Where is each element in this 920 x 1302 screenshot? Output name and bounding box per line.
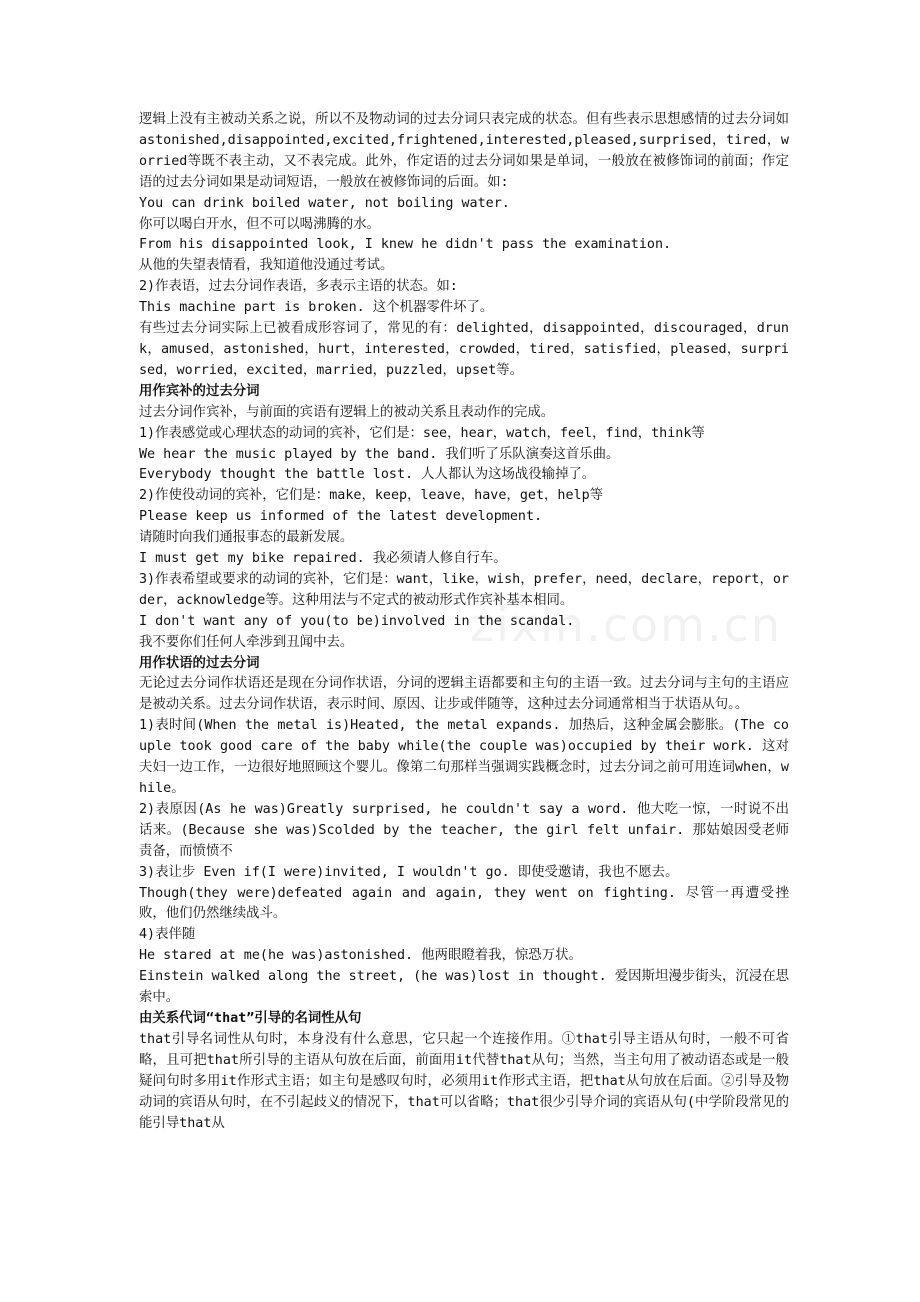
- example-sentence: He stared at me(he was)astonished. 他两眼瞪着我，惊恐万状。: [139, 948, 582, 964]
- example-sentence: Though(they were)defeated again and again, they went on fighting. 尽管一再遭受挫败，他们仍然继续战斗。: [139, 885, 789, 922]
- example-sentence-en: I don't want any of you(to be)involved in the scandal.: [139, 613, 575, 629]
- example-sentence: This machine part is broken. 这个机器零件坏了。: [139, 300, 494, 316]
- section-heading-object-complement: 用作宾补的过去分词: [139, 383, 260, 399]
- example-sentence-en: Please keep us informed of the latest development.: [139, 509, 543, 525]
- rule-predicative: 2)作表语，过去分词作表语，多表示主语的状态。如:: [139, 279, 458, 295]
- example-sentence-zh: 我不要你们任何人牵涉到丑闻中去。: [139, 634, 354, 650]
- section-heading-that-clause: 由关系代词“that”引导的名词性从句: [139, 1010, 362, 1026]
- document-body: [139, 110, 789, 1134]
- rule-causative-verbs: 2)作使役动词的宾补，它们是：make，keep，leave，have，get，help等: [139, 488, 604, 504]
- rule-reason: 2)表原因(As he was)Greatly surprised, he couldn't say a word. 他大吃一惊，一时说不出话来。(Because she was)Scolded by the teacher, the girl felt unfair. 那姑娘因受老师责备，而愤愤不: [139, 801, 789, 859]
- rule-perception-verbs: 1)作表感觉或心理状态的动词的宾补，它们是：see，hear，watch，feel，find，think等: [139, 425, 705, 441]
- rule-time: 1)表时间(When the metal is)Heated, the metal expands. 加热后，这种金属会膨胀。(The couple took good care of the baby while(the couple was)occupied by their work. 这对夫妇一边工作，一边很好地照顾这个婴儿。像第二句那样当强调实践概念时，过去分词之前可用连词when，while。: [139, 718, 789, 796]
- example-sentence-zh: 你可以喝白开水，但不可以喝沸腾的水。: [139, 216, 381, 232]
- section-heading-adverbial: 用作状语的过去分词: [139, 655, 260, 671]
- rule-accompaniment: 4)表伴随: [139, 927, 196, 943]
- example-sentence: Einstein walked along the street, (he was)lost in thought. 爱因斯坦漫步街头，沉浸在思索中。: [139, 969, 789, 1006]
- example-sentence: We hear the music played by the band. 我们听了乐队演奏这首乐曲。: [139, 446, 620, 462]
- paragraph-participle-attribute: 逻辑上没有主被动关系之说，所以不及物动词的过去分词只表完成的状态。但有些表示思想感情的过去分词如astonished,disappointed,excited,frightened,interested,pleased,surprised，tired，worried等既不表主动，又不表完成。此外，作定语的过去分词如果是单词，一般放在被修饰词的前面；作定语的过去分词如果是动词短语，一般放在被修饰词的后面。如:: [139, 112, 789, 190]
- rule-desire-verbs: 3)作表希望或要求的动词的宾补，它们是：want，like，wish，prefer，need，declare，report，order，acknowledge等。这种用法与不定式的被动形式作宾补基本相同。: [139, 571, 789, 608]
- example-sentence: Everybody thought the battle lost. 人人都认为这场战役输掉了。: [139, 467, 596, 483]
- paragraph-that-clause: that引导名词性从句时，本身没有什么意思，它只起一个连接作用。①that引导主语从句时，一般不可省略，且可把that所引导的主语从句放在后面，前面用it代替that从句；当然，当主句用了被动语态或是一般疑问句时多用it作形式主语；如主句是感叹句时，必须用it作形式主语，把that从句放在后面。②引导及物动词的宾语从句时，在不引起歧义的情况下，that可以省略；that很少引导介词的宾语从句(中学阶段常见的能引导that从: [139, 1031, 789, 1131]
- paragraph-adverbial: 无论过去分词作状语还是现在分词作状语，分词的逻辑主语都要和主句的主语一致。过去分词与主句的主语应是被动关系。过去分词作状语，表示时间、原因、让步或伴随等，这种过去分词通常相当于状语从句。。: [139, 676, 789, 713]
- paragraph-adjective-participles: 有些过去分词实际上已被看成形容词了，常见的有：delighted，disappointed，discouraged，drunk，amused，astonished，hurt，interested，crowded，tired，satisfied，pleased，surprised，worried，excited，married，puzzled，upset等。: [139, 321, 789, 378]
- paragraph-object-complement: 过去分词作宾补，与前面的宾语有逻辑上的被动关系且表动作的完成。: [139, 404, 555, 420]
- example-sentence: I must get my bike repaired. 我必须请人修自行车。: [139, 551, 507, 567]
- example-sentence-en: From his disappointed look, I knew he didn't pass the examination.: [139, 237, 672, 253]
- example-sentence-zh: 从他的失望表情看，我知道他没通过考试。: [139, 258, 394, 274]
- rule-concession: 3)表让步 Even if(I were)invited, I wouldn't go. 即使受邀请，我也不愿去。: [139, 864, 679, 880]
- example-sentence-zh: 请随时向我们通报事态的最新发展。: [139, 530, 354, 546]
- example-sentence-en: You can drink boiled water, not boiling water.: [139, 195, 510, 211]
- watermark: zixin.com.cn: [470, 598, 783, 652]
